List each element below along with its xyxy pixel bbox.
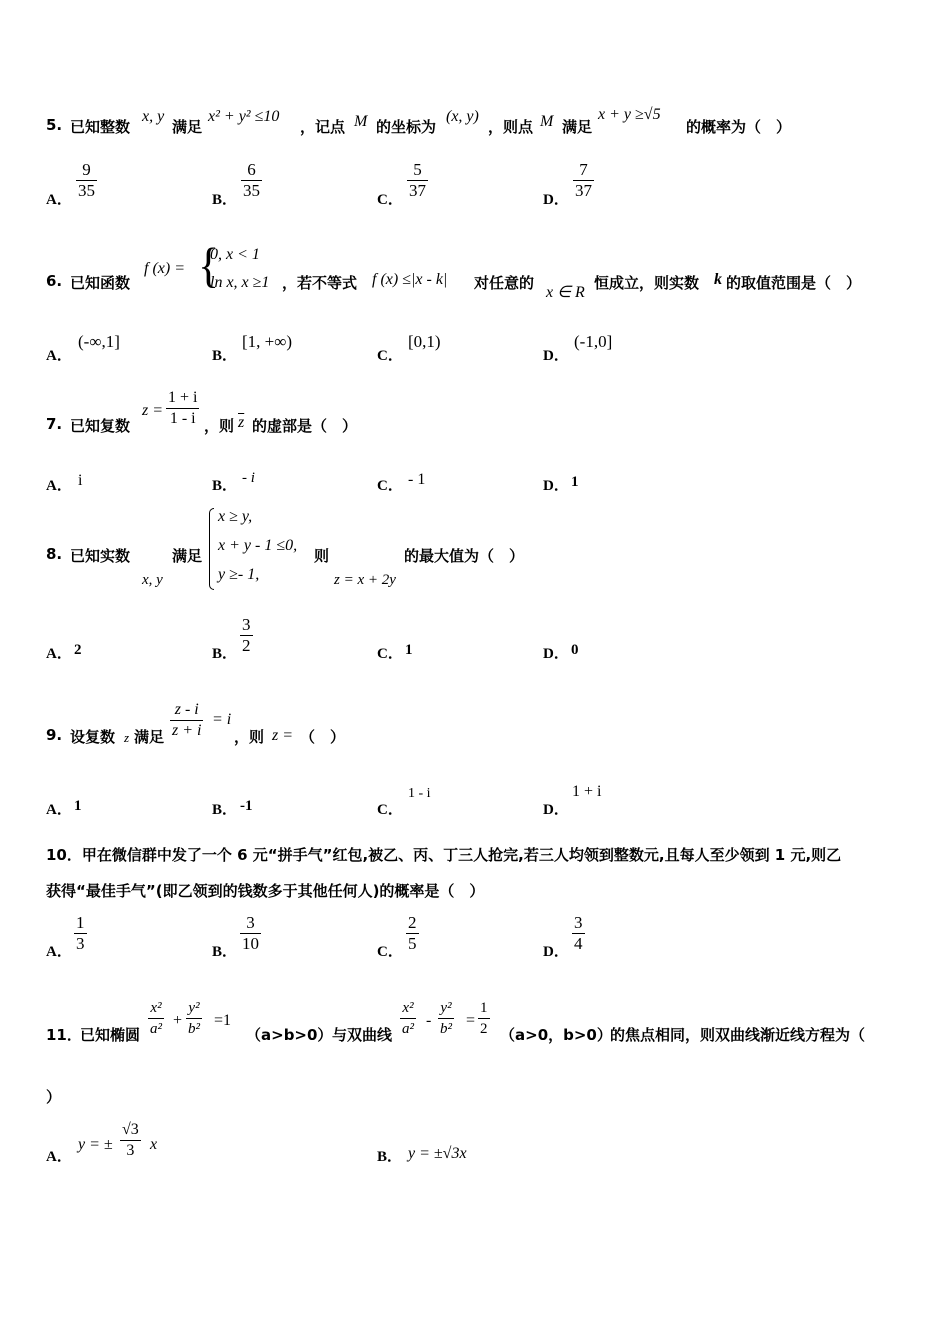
q11-plus: + bbox=[173, 1012, 183, 1029]
q11-eq-1: =1 bbox=[214, 1012, 232, 1029]
q5-text-6: 满足 bbox=[562, 118, 593, 136]
q9-fraction bbox=[170, 700, 203, 741]
q6-text-5: 的取值范围是（ ） bbox=[726, 274, 862, 292]
q11-close-paren: ） bbox=[46, 1088, 62, 1106]
q7-num: 1 + i bbox=[168, 389, 198, 406]
q11-a-den: 3 bbox=[126, 1142, 135, 1159]
q7-option-b-label: B． bbox=[212, 478, 238, 494]
q6-inequality: f (x) ≤|x - k| bbox=[372, 271, 448, 288]
q10-option-b-label: B． bbox=[212, 944, 238, 960]
q5-text-3: ，记点 bbox=[300, 118, 346, 136]
q7-number: 7. bbox=[46, 415, 63, 433]
q11-eb: b² bbox=[188, 1021, 200, 1037]
q11-option-a-label: A． bbox=[46, 1149, 72, 1165]
q5-xy: x, y bbox=[142, 108, 165, 125]
q8-option-b-value bbox=[240, 615, 253, 656]
q10-c-num: 2 bbox=[408, 913, 417, 932]
q9-option-d-label: D． bbox=[543, 802, 569, 818]
q11-ey: y² bbox=[188, 1000, 200, 1016]
q6-option-b-label: B． bbox=[212, 348, 238, 364]
q11-ex: x² bbox=[150, 1000, 162, 1016]
q8-text-4: 的最大值为（ ） bbox=[404, 547, 525, 565]
q9-option-b-label: B． bbox=[212, 802, 238, 818]
q7-text-1: 已知复数 bbox=[70, 417, 131, 435]
q11-text-2: 与双曲线 bbox=[332, 1026, 393, 1044]
q8-brace bbox=[209, 508, 214, 590]
q8-option-b-label: B． bbox=[212, 646, 238, 662]
q9-option-a-value: 1 bbox=[74, 798, 82, 814]
q9-num: z - i bbox=[174, 701, 199, 718]
q6-case-1: 0, x < 1 bbox=[210, 246, 260, 263]
q11-hyperbola-y-term bbox=[438, 998, 454, 1039]
q9-text-3: ，则 bbox=[234, 728, 265, 746]
q9-option-c-value: 1 - i bbox=[408, 786, 431, 801]
q10-option-a-value bbox=[74, 913, 87, 954]
q5-option-a-value bbox=[76, 160, 97, 201]
q7-zeq: z = bbox=[142, 402, 164, 419]
q6-fx: f (x) = bbox=[144, 260, 185, 277]
q7-option-a-label: A． bbox=[46, 478, 72, 494]
q5-a-num: 9 bbox=[82, 160, 91, 179]
q6-option-a-value: (-∞,1] bbox=[78, 332, 120, 351]
q8-option-d-label: D． bbox=[543, 646, 569, 662]
q9-den: z + i bbox=[172, 722, 202, 739]
q11-option-a-post: x bbox=[150, 1136, 158, 1153]
q5-number: 5. bbox=[46, 116, 63, 134]
q10-option-c-label: C． bbox=[377, 944, 403, 960]
q7-option-d-value: 1 bbox=[571, 474, 579, 490]
q6-domain: x ∈ R bbox=[546, 284, 585, 301]
q5-d-den: 37 bbox=[575, 181, 592, 200]
q6-option-d-value: (-1,0] bbox=[574, 332, 613, 351]
q5-option-c-label: C． bbox=[377, 192, 403, 208]
q5-b-num: 6 bbox=[247, 160, 256, 179]
q5-condition: x + y ≥√5 bbox=[598, 106, 661, 123]
q11-a-num: √3 bbox=[122, 1121, 139, 1138]
q11-hd: 2 bbox=[480, 1021, 488, 1037]
q6-brace: { bbox=[198, 238, 220, 293]
q8-number: 8. bbox=[46, 545, 63, 563]
q8-option-a-value: 2 bbox=[74, 642, 82, 658]
q8-b-num: 3 bbox=[242, 615, 251, 634]
q6-option-b-value: [1, +∞) bbox=[242, 332, 293, 351]
q10-line-1: 10．甲在微信群中发了一个 6 元“拼手气”红包,被乙、丙、丁三人抢完,若三人均领到整数元,且每人至少领到 1 元,则乙 bbox=[46, 846, 842, 864]
q6-option-a-label: A． bbox=[46, 348, 72, 364]
q9-text-4: （ ） bbox=[300, 728, 346, 746]
q8-xy: x, y bbox=[142, 572, 163, 588]
q8-text-2: 满足 bbox=[172, 547, 203, 565]
q5-inequality: x² + y² ≤10 bbox=[208, 108, 280, 125]
q7-fraction bbox=[166, 388, 199, 429]
q7-option-c-label: C． bbox=[377, 478, 403, 494]
q7-option-d-label: D． bbox=[543, 478, 569, 494]
q5-option-b-value bbox=[241, 160, 262, 201]
q10-option-b-value bbox=[240, 913, 261, 954]
q5-M: M bbox=[354, 113, 368, 130]
q5-M-2: M bbox=[540, 113, 554, 130]
q5-text-5: ，则点 bbox=[488, 118, 534, 136]
q10-option-d-label: D． bbox=[543, 944, 569, 960]
q7-option-a-value: i bbox=[78, 472, 83, 489]
q9-option-a-label: A． bbox=[46, 802, 72, 818]
q6-text-1: 已知函数 bbox=[70, 274, 131, 292]
q9-option-d-value: 1 + i bbox=[572, 783, 602, 800]
q5-coord: (x, y) bbox=[446, 108, 479, 125]
q7-den: 1 - i bbox=[169, 410, 196, 427]
q10-option-a-label: A． bbox=[46, 944, 72, 960]
q6-text-4: 恒成立，则实数 bbox=[594, 274, 700, 292]
q11-option-a-pre: y = ± bbox=[78, 1136, 113, 1153]
q11-ellipse-x-term bbox=[148, 998, 164, 1039]
q7-zbar: $\overline{z}$ bbox=[238, 414, 245, 431]
q7-option-c-value: - 1 bbox=[408, 471, 426, 488]
q8-condition-1: x ≥ y, bbox=[218, 508, 253, 525]
q7-option-b-value: - i bbox=[242, 470, 255, 486]
q9-text-1: 设复数 bbox=[70, 728, 116, 746]
q8-text-3: 则 bbox=[314, 547, 330, 565]
q11-option-a-fraction bbox=[120, 1120, 141, 1161]
q11-hyperbola-x-term bbox=[400, 998, 416, 1039]
q11-number: 11． bbox=[46, 1026, 82, 1044]
q10-a-den: 3 bbox=[76, 934, 85, 953]
q10-b-den: 10 bbox=[242, 934, 259, 953]
q6-text-3: 对任意的 bbox=[474, 274, 535, 292]
q10-option-c-value bbox=[406, 913, 419, 954]
q8-condition-2: x + y - 1 ≤0, bbox=[218, 537, 298, 554]
q10-d-num: 3 bbox=[574, 913, 583, 932]
q10-d-den: 4 bbox=[574, 934, 583, 953]
q5-option-a-label: A． bbox=[46, 192, 72, 208]
q11-condition-1: （a>b>0） bbox=[246, 1026, 333, 1044]
q11-condition-2: （a>0，b>0） bbox=[500, 1026, 612, 1044]
q11-text-3: 的焦点相同，则双曲线渐近线方程为（ bbox=[610, 1026, 866, 1044]
q10-line-2: 获得“最佳手气”(即乙领到的钱数多于其他任何人)的概率是（ ） bbox=[46, 882, 485, 900]
q5-a-den: 35 bbox=[78, 181, 95, 200]
q8-option-d-value: 0 bbox=[571, 642, 579, 658]
q8-zexpr: z = x + 2y bbox=[334, 572, 396, 588]
q11-option-b-label: B． bbox=[377, 1149, 403, 1165]
q5-option-d-label: D． bbox=[543, 192, 569, 208]
q10-a-num: 1 bbox=[76, 913, 85, 932]
q9-zeq: z = bbox=[272, 727, 294, 744]
q11-text-1: 已知椭圆 bbox=[80, 1026, 141, 1044]
q11-hb: b² bbox=[440, 1021, 452, 1037]
q6-text-2: ，若不等式 bbox=[282, 274, 358, 292]
q9-option-c-label: C． bbox=[377, 802, 403, 818]
q8-option-c-value: 1 bbox=[405, 642, 413, 658]
q6-option-d-label: D． bbox=[543, 348, 569, 364]
q5-d-num: 7 bbox=[579, 160, 588, 179]
q6-number: 6. bbox=[46, 272, 63, 290]
q5-option-c-value bbox=[407, 160, 428, 201]
q11-hx: x² bbox=[402, 1000, 414, 1016]
q9-number: 9. bbox=[46, 726, 63, 744]
q10-option-d-value bbox=[572, 913, 585, 954]
q8-text-1: 已知实数 bbox=[70, 547, 131, 565]
q7-text-3: 的虚部是（ ） bbox=[252, 417, 358, 435]
q11-eq-2: = bbox=[466, 1012, 476, 1029]
q9-text-2: 满足 bbox=[134, 728, 165, 746]
q10-c-den: 5 bbox=[408, 934, 417, 953]
q11-minus: - bbox=[426, 1012, 432, 1029]
q11-hy: y² bbox=[440, 1000, 452, 1016]
q5-option-b-label: B． bbox=[212, 192, 238, 208]
q11-hn: 1 bbox=[480, 1000, 488, 1016]
q9-z: z bbox=[124, 730, 130, 745]
q8-option-a-label: A． bbox=[46, 646, 72, 662]
q11-half bbox=[478, 998, 490, 1039]
q11-ellipse-y-term bbox=[186, 998, 202, 1039]
q5-text-1: 已知整数 bbox=[70, 118, 131, 136]
q11-option-b-value: y = ±√3x bbox=[408, 1145, 467, 1162]
q9-rhs: = i bbox=[212, 711, 232, 728]
q8-b-den: 2 bbox=[242, 636, 251, 655]
q6-k: k bbox=[714, 271, 722, 288]
q6-option-c-label: C． bbox=[377, 348, 403, 364]
q5-c-num: 5 bbox=[413, 160, 422, 179]
q5-text-7: 的概率为（ ） bbox=[686, 118, 792, 136]
q5-option-d-value bbox=[573, 160, 594, 201]
q9-option-b-value: -1 bbox=[240, 798, 253, 814]
q8-condition-3: y ≥- 1, bbox=[218, 566, 260, 583]
q10-b-num: 3 bbox=[246, 913, 255, 932]
q11-ha: a² bbox=[402, 1021, 414, 1037]
q5-b-den: 35 bbox=[243, 181, 260, 200]
q7-text-2: ，则 bbox=[204, 417, 235, 435]
q5-c-den: 37 bbox=[409, 181, 426, 200]
q11-ea: a² bbox=[150, 1021, 162, 1037]
q5-text-2: 满足 bbox=[172, 118, 203, 136]
q8-option-c-label: C． bbox=[377, 646, 403, 662]
q6-case-2: ln x, x ≥1 bbox=[210, 274, 270, 291]
q5-text-4: 的坐标为 bbox=[376, 118, 437, 136]
q6-option-c-value: [0,1) bbox=[408, 332, 441, 351]
